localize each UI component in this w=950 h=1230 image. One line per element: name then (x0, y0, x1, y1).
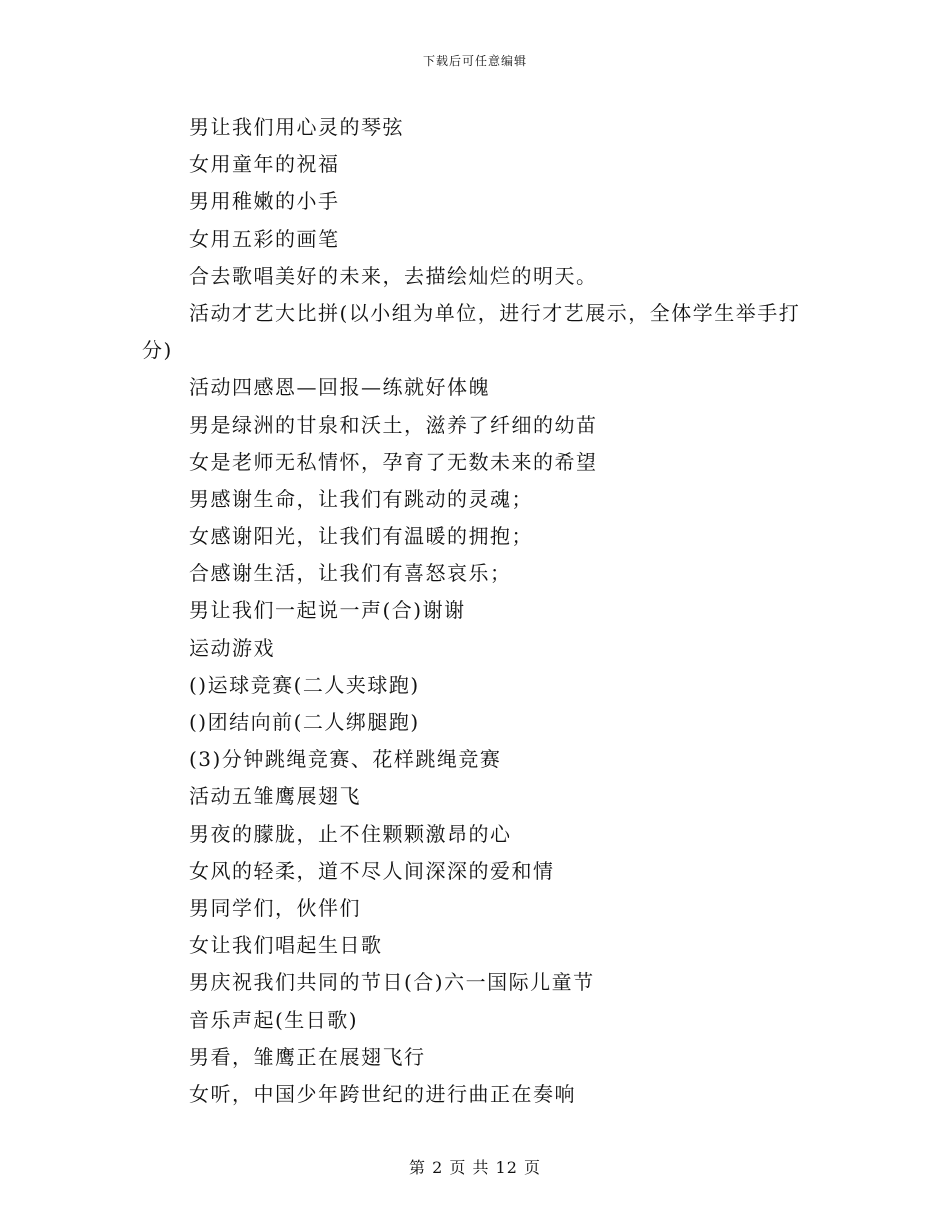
text-line: 女是老师无私情怀，孕育了无数未来的希望 (189, 449, 598, 474)
text-line: 男感谢生命，让我们有跳动的灵魂； (189, 486, 533, 511)
text-line: 女用童年的祝福 (189, 152, 340, 177)
section-heading: 活动四感恩—回报—练就好体魄 (189, 375, 490, 400)
text-line: ()运球竞赛(二人夹球跑) (189, 672, 420, 697)
text-line: 男夜的朦胧，止不住颗颗激昂的心 (189, 821, 512, 846)
text-line: 男同学们，伙伴们 (189, 895, 361, 920)
text-line: 女让我们唱起生日歌 (189, 933, 383, 958)
text-line: 男看，雏鹰正在展翅飞行 (189, 1044, 426, 1069)
page-number-footer: 第 2 页 共 12 页 (409, 1158, 541, 1177)
text-line: ()团结向前(二人绑腿跑) (189, 710, 420, 734)
section-heading: 活动五雏鹰展翅飞 (189, 784, 361, 809)
text-line: (3)分钟跳绳竞赛、花样跳绳竞赛 (189, 747, 502, 772)
text-line-continuation: 分) (142, 338, 173, 363)
page-header: 下载后可任意编辑 (422, 54, 527, 68)
text-line: 男庆祝我们共同的节日(合)六一国际儿童节 (189, 970, 595, 995)
text-line: 女听，中国少年跨世纪的进行曲正在奏响 (189, 1081, 576, 1106)
text-line: 运动游戏 (189, 635, 275, 660)
text-line: 活动才艺大比拼(以小组为单位，进行才艺展示，全体学生举手打 (189, 300, 801, 325)
text-line: 男让我们一起说一声(合)谢谢 (189, 598, 466, 623)
text-line: 女感谢阳光，让我们有温暖的拥抱； (189, 524, 533, 549)
text-line: 女风的轻柔，道不尽人间深深的爱和情 (189, 858, 555, 883)
text-line: 男是绿洲的甘泉和沃土，滋养了纤细的幼苗 (189, 412, 598, 437)
text-line: 音乐声起(生日歌) (189, 1007, 359, 1032)
document-body (142, 109, 822, 1113)
text-line: 合去歌唱美好的未来，去描绘灿烂的明天。 (189, 263, 598, 288)
text-line: 男让我们用心灵的琴弦 (189, 115, 404, 139)
text-line: 合感谢生活，让我们有喜怒哀乐； (189, 561, 512, 586)
text-line: 女用五彩的画笔 (189, 226, 340, 251)
text-line: 男用稚嫩的小手 (189, 189, 340, 214)
